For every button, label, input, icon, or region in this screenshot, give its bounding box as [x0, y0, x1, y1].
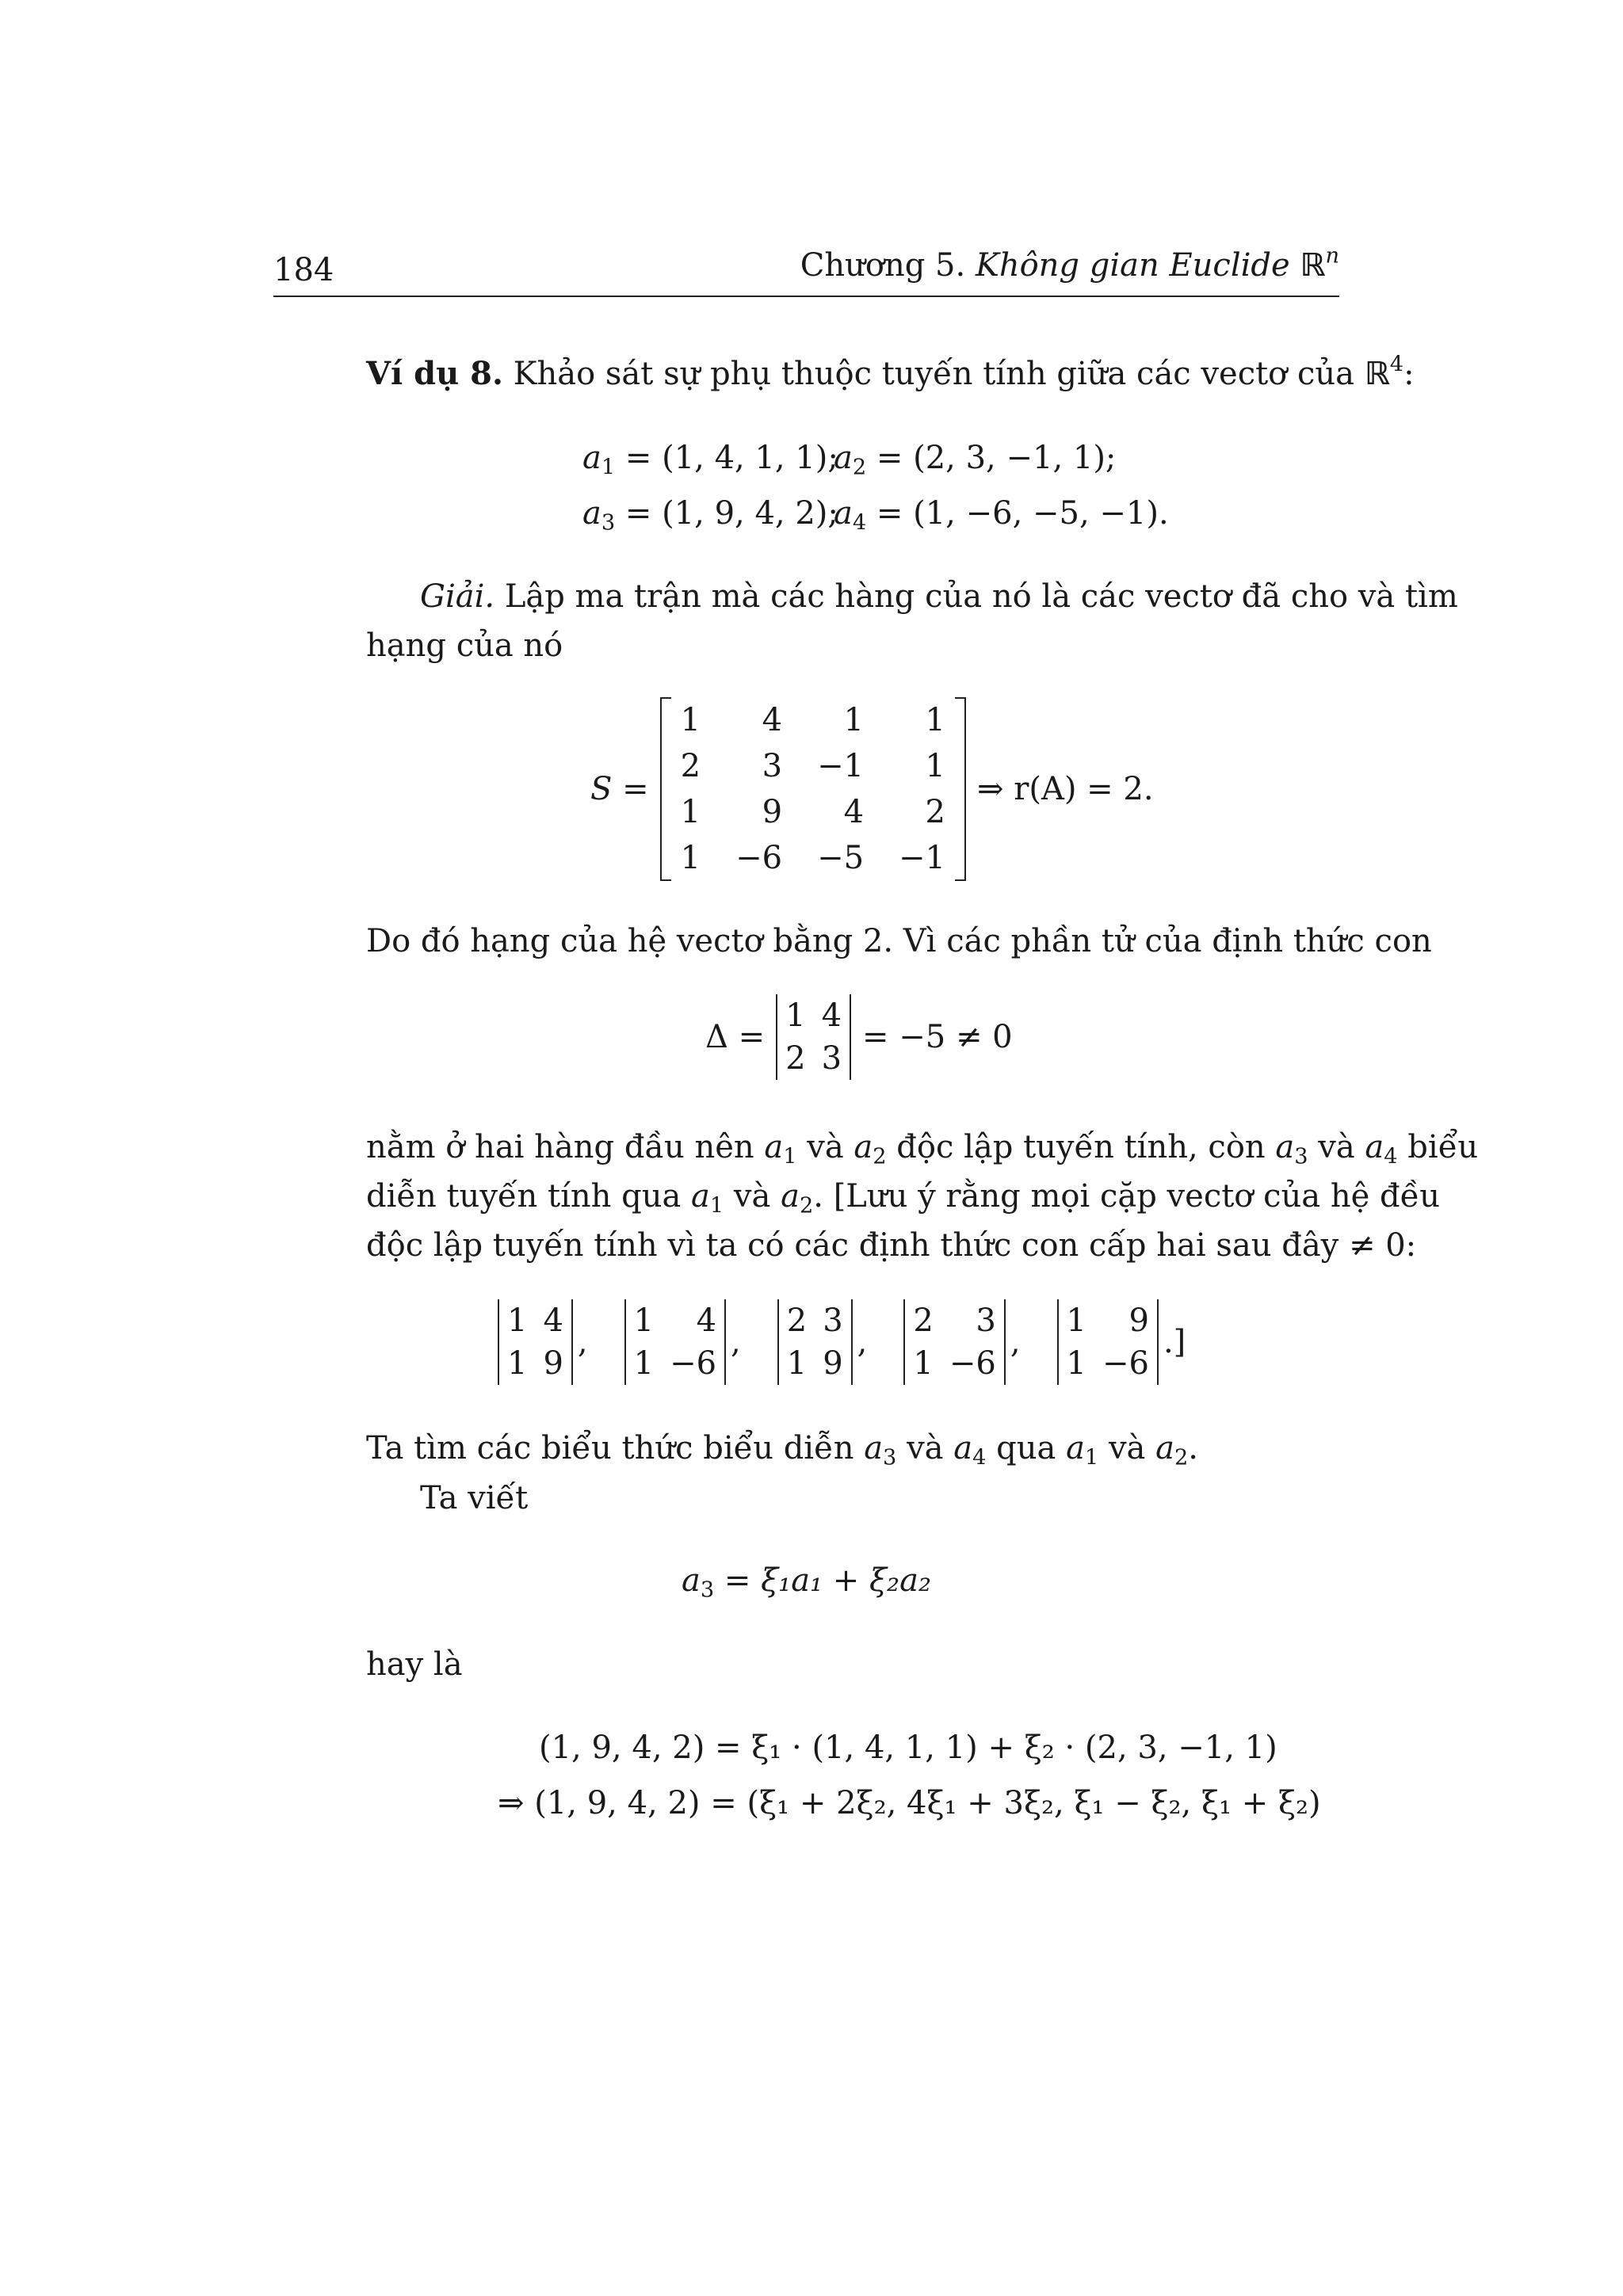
var-index: 1 [783, 1144, 797, 1169]
determinant [777, 1299, 853, 1385]
determinant [1057, 1299, 1159, 1385]
text-run: Ta tìm các biểu thức biểu diễn [366, 1430, 865, 1466]
var-a: a [1155, 1430, 1174, 1466]
matrix-cell: 2 [925, 794, 945, 830]
vector-name: a [834, 495, 853, 532]
example-label: Ví dụ 8. [366, 355, 503, 392]
left-bracket [660, 697, 671, 881]
determinant [903, 1299, 1005, 1385]
matrix-row [663, 697, 963, 743]
determinant [624, 1299, 726, 1385]
delta-determinant [776, 994, 851, 1080]
separator: , [857, 1324, 868, 1360]
matrix-cell: 3 [762, 748, 783, 784]
paragraph-we-write: Ta viết [420, 1480, 529, 1516]
vector-name: a [582, 495, 601, 532]
solution-line-1 [420, 578, 1458, 615]
text-run: nằm ở hai hàng đầu nên [366, 1129, 765, 1165]
matrix-rhs: ⇒ r(A) = 2. [977, 771, 1154, 807]
delta-equation [705, 994, 1013, 1080]
var-a: a [691, 1178, 710, 1215]
matrix-cell: −6 [735, 840, 783, 876]
det-cell: 4 [821, 997, 842, 1034]
paragraph-or: hay là [366, 1646, 463, 1683]
text-run: và [896, 1430, 954, 1466]
example-statement [366, 352, 1415, 392]
det-cell: 1 [633, 1345, 655, 1382]
example-space: ℝ [1364, 356, 1390, 392]
matrix-S [660, 697, 966, 881]
det-cell: −6 [670, 1345, 717, 1382]
separator: , [1010, 1324, 1021, 1360]
vector-a4 [834, 495, 1169, 536]
closing-bracket: .] [1163, 1324, 1186, 1360]
det-cell: 4 [543, 1302, 563, 1339]
det-cell: 3 [823, 1302, 843, 1339]
vector-value: = (1, 4, 1, 1); [615, 440, 838, 476]
eq-lhs-index: 3 [700, 1577, 715, 1603]
example-dim: 4 [1389, 352, 1404, 377]
paragraph-independence-1 [366, 1129, 1479, 1169]
delta-rhs: = −5 ≠ 0 [862, 1019, 1013, 1055]
vector-value: = (2, 3, −1, 1); [866, 440, 1117, 476]
matrix-cell: −1 [817, 748, 865, 784]
matrix-row [663, 835, 963, 881]
text-run: độc lập tuyến tính, còn [886, 1129, 1276, 1165]
right-bracket [955, 697, 966, 881]
det-cell: 1 [785, 997, 806, 1034]
chapter-number: Chương 5. [800, 247, 966, 284]
matrix-cell: −5 [817, 840, 865, 876]
running-header [800, 243, 1339, 284]
matrix-cell: 9 [762, 794, 783, 830]
vector-index: 3 [601, 510, 616, 536]
det-cell: 2 [785, 1040, 806, 1077]
delta-lhs: Δ = [705, 1019, 766, 1055]
space-symbol: ℝ [1300, 247, 1326, 284]
var-a: a [864, 1430, 884, 1466]
equation-component: ⇒ (1, 9, 4, 2) = (ξ₁ + 2ξ₂, 4ξ₁ + 3ξ₂, ξ₁ − ξ₂, ξ₁ + ξ₂) [498, 1785, 1321, 1821]
text-run: diễn tuyến tính qua [366, 1178, 692, 1215]
var-index: 3 [1294, 1144, 1308, 1169]
separator: , [731, 1324, 741, 1360]
det-cell: −6 [1102, 1345, 1149, 1382]
var-a: a [1275, 1129, 1295, 1165]
space-exponent: n [1325, 243, 1339, 269]
det-cell: 2 [786, 1302, 808, 1339]
det-cell: 2 [913, 1302, 934, 1339]
det-cell: 1 [507, 1345, 528, 1382]
vector-a1 [582, 440, 838, 480]
text-run: . [Lưu ý rằng mọi cặp vectơ của hệ đều [813, 1178, 1440, 1215]
solution-label: Giải. [420, 578, 495, 615]
det-cell: 1 [786, 1345, 808, 1382]
header-rule [273, 296, 1339, 297]
example-colon: : [1403, 356, 1415, 392]
det-cell: 1 [1066, 1345, 1086, 1382]
matrix-cell: 1 [843, 702, 865, 738]
var-a: a [764, 1129, 784, 1165]
matrix-cell: −1 [899, 840, 945, 876]
matrix-cell: 1 [925, 702, 945, 738]
vector-index: 1 [601, 455, 616, 480]
matrix-row [663, 789, 963, 835]
solution-text: Lập ma trận mà các hàng của nó là các vectơ đã cho và tìm [504, 578, 1458, 615]
page-number: 184 [273, 252, 334, 288]
matrix-lhs: S = [590, 771, 649, 807]
var-a: a [953, 1430, 973, 1466]
vector-value: = (1, 9, 4, 2); [615, 495, 838, 532]
det-cell: 9 [1128, 1302, 1149, 1339]
det-cell: 1 [507, 1302, 528, 1339]
equation-expansion: (1, 9, 4, 2) = ξ₁ · (1, 4, 1, 1) + ξ₂ · (2, 3, −1, 1) [539, 1730, 1277, 1766]
var-index: 1 [1084, 1445, 1099, 1470]
matrix-equation [590, 697, 1154, 881]
var-index: 2 [799, 1193, 814, 1219]
text-run: . [1188, 1430, 1198, 1466]
separator: , [577, 1324, 588, 1360]
var-index: 3 [883, 1445, 897, 1470]
vector-a3 [582, 495, 838, 536]
matrix-cell: 1 [680, 794, 701, 830]
vector-value: = (1, −6, −5, −1). [866, 495, 1169, 532]
det-cell: 4 [696, 1302, 717, 1339]
det-cell: −6 [949, 1345, 996, 1382]
var-a: a [1365, 1129, 1384, 1165]
vector-name: a [582, 440, 601, 476]
det-cell: 9 [823, 1345, 843, 1382]
matrix-cell: 4 [762, 702, 783, 738]
matrix-row [663, 743, 963, 789]
var-index: 1 [709, 1193, 724, 1219]
matrix-cell: 1 [680, 702, 701, 738]
text-run: và [1098, 1430, 1156, 1466]
matrix-table [663, 697, 963, 881]
matrix-cell: 2 [680, 748, 701, 784]
paragraph-rank: Do đó hạng của hệ vectơ bằng 2. Vì các phần tử của định thức con [366, 923, 1432, 959]
var-index: 2 [873, 1144, 887, 1169]
text-run: biểu [1397, 1129, 1479, 1165]
matrix-cell: 1 [925, 748, 945, 784]
example-text: Khảo sát sự phụ thuộc tuyến tính giữa các vectơ của [513, 356, 1354, 392]
vector-name: a [834, 440, 853, 476]
det-cell: 1 [1066, 1302, 1086, 1339]
det-cell: 1 [913, 1345, 934, 1382]
eq-rhs: = ξ₁a₁ + ξ₂a₂ [714, 1562, 931, 1599]
determinants-row [498, 1299, 1186, 1385]
text-run: và [724, 1178, 781, 1215]
det-cell: 3 [976, 1302, 996, 1339]
matrix-cell: 4 [843, 794, 865, 830]
matrix-cell: 1 [680, 840, 701, 876]
solution-line-2: hạng của nó [366, 627, 563, 664]
eq-lhs: a [682, 1562, 701, 1599]
var-index: 4 [972, 1445, 987, 1470]
var-a: a [1066, 1430, 1085, 1466]
vector-index: 2 [852, 455, 867, 480]
var-index: 2 [1174, 1445, 1189, 1470]
equation-a3 [273, 1562, 1339, 1603]
text-run: và [1308, 1129, 1365, 1165]
text-run: và [796, 1129, 854, 1165]
det-cell: 9 [543, 1345, 563, 1382]
vector-a2 [834, 440, 1117, 480]
var-a: a [854, 1129, 873, 1165]
text-run: qua [986, 1430, 1067, 1466]
paragraph-independence-2 [366, 1178, 1440, 1219]
paragraph-expressions [366, 1430, 1198, 1470]
paragraph-independence-3: độc lập tuyến tính vì ta có các định thức con cấp hai sau đây ≠ 0: [366, 1227, 1417, 1264]
vector-index: 4 [852, 510, 867, 536]
det-cell: 3 [821, 1040, 842, 1077]
var-index: 4 [1384, 1144, 1398, 1169]
var-a: a [781, 1178, 800, 1215]
det-cell: 1 [633, 1302, 655, 1339]
chapter-title: Không gian Euclide [975, 247, 1290, 284]
determinant [498, 1299, 573, 1385]
